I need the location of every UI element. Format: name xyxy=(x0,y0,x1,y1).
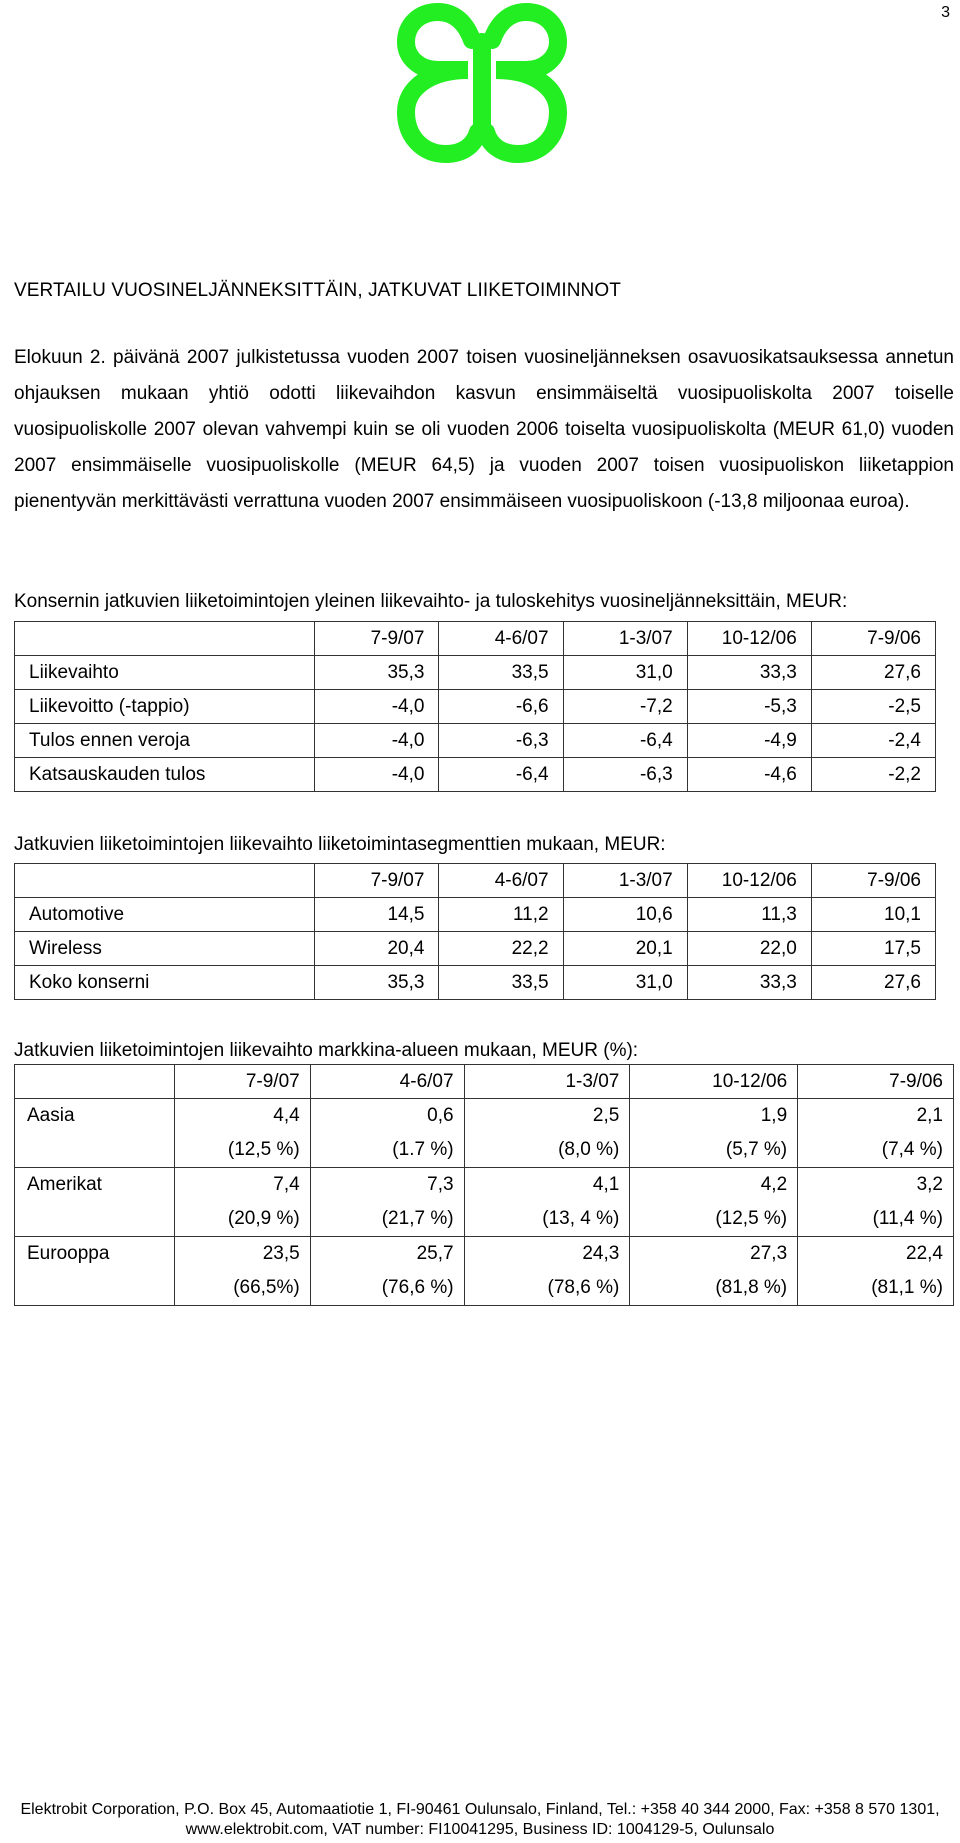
value-cell: 20,1 xyxy=(563,932,687,966)
footer-line-1: Elektrobit Corporation, P.O. Box 45, Automaatiotie 1, FI-90461 Oulunsalo, Finland, Tel.: +358 40 344 2000, Fax: +358 8 570 1301, xyxy=(20,1801,940,1818)
value-cell: -6,4 xyxy=(563,724,687,758)
value-cell: 14,5 xyxy=(315,898,439,932)
row-label: Liikevaihto xyxy=(15,656,315,690)
header-cell: 7-9/07 xyxy=(174,1065,310,1099)
share: (66,5%) xyxy=(233,1277,300,1298)
segment-revenue-table xyxy=(14,863,936,1000)
value-cell: 35,3 xyxy=(315,966,439,1000)
row-label: Aasia xyxy=(27,1105,75,1126)
share: (5,7 %) xyxy=(725,1139,788,1160)
value-cell: 27,6 xyxy=(811,966,935,1000)
value: 22,4 xyxy=(906,1243,943,1264)
value: 25,7 xyxy=(416,1243,454,1264)
value-cell: 27,6 xyxy=(811,656,935,690)
value: 2,5 xyxy=(592,1105,620,1126)
value: 4,2 xyxy=(760,1174,788,1195)
value-cell xyxy=(798,1168,954,1237)
eb-logo xyxy=(394,2,570,166)
value-cell xyxy=(310,1099,464,1168)
value-cell: -7,2 xyxy=(563,690,687,724)
share: (13, 4 %) xyxy=(542,1208,620,1229)
table-row xyxy=(15,1099,954,1168)
value-cell: 33,3 xyxy=(687,966,811,1000)
quarterly-results-table xyxy=(14,621,936,792)
value-cell xyxy=(630,1099,798,1168)
value-cell xyxy=(174,1237,310,1306)
value-cell xyxy=(310,1237,464,1306)
row-label: Katsauskauden tulos xyxy=(15,758,315,792)
value: 24,3 xyxy=(582,1243,620,1264)
value-cell: -6,4 xyxy=(439,758,563,792)
value-cell: 22,2 xyxy=(439,932,563,966)
value-cell: 33,5 xyxy=(439,656,563,690)
table-header-row xyxy=(15,864,936,898)
value-cell xyxy=(174,1168,310,1237)
value-cell: -2,4 xyxy=(811,724,935,758)
value: 1,9 xyxy=(760,1105,788,1126)
value-cell: 33,3 xyxy=(687,656,811,690)
value-cell: 31,0 xyxy=(563,656,687,690)
value-cell: -4,0 xyxy=(315,690,439,724)
row-label: Koko konserni xyxy=(15,966,315,1000)
value-cell: 35,3 xyxy=(315,656,439,690)
value-cell: 11,2 xyxy=(439,898,563,932)
table-row xyxy=(15,932,936,966)
value-cell: 31,0 xyxy=(563,966,687,1000)
value: 2,1 xyxy=(916,1105,943,1126)
value-cell: -4,0 xyxy=(315,724,439,758)
header-cell: 7-9/06 xyxy=(811,864,935,898)
share: (12,5 %) xyxy=(227,1139,300,1160)
row-label: Liikevoitto (-tappio) xyxy=(15,690,315,724)
value: 7,4 xyxy=(273,1174,300,1195)
value-cell xyxy=(798,1099,954,1168)
table-header-row xyxy=(15,622,936,656)
table-row xyxy=(15,1168,954,1237)
header-cell: 7-9/07 xyxy=(315,622,439,656)
table-row xyxy=(15,898,936,932)
value-cell: -6,3 xyxy=(439,724,563,758)
value-cell: 11,3 xyxy=(687,898,811,932)
page-number: 3 xyxy=(941,4,950,21)
share: (11,4 %) xyxy=(872,1208,943,1229)
share: (7,4 %) xyxy=(881,1139,943,1160)
value-cell xyxy=(464,1099,630,1168)
value-cell xyxy=(464,1237,630,1306)
row-label-cell xyxy=(15,1237,175,1306)
value-cell xyxy=(464,1168,630,1237)
value-cell: 22,0 xyxy=(687,932,811,966)
header-cell: 1-3/07 xyxy=(563,864,687,898)
value-cell xyxy=(174,1099,310,1168)
value-cell xyxy=(630,1237,798,1306)
row-label: Wireless xyxy=(15,932,315,966)
share: (78,6 %) xyxy=(547,1277,620,1298)
value: 4,4 xyxy=(273,1105,300,1126)
share: (8,0 %) xyxy=(558,1139,620,1160)
header-cell: 7-9/07 xyxy=(315,864,439,898)
value-cell: -4,0 xyxy=(315,758,439,792)
value: 0,6 xyxy=(427,1105,454,1126)
table-row xyxy=(15,656,936,690)
share: (76,6 %) xyxy=(381,1277,454,1298)
value-cell xyxy=(798,1237,954,1306)
row-label: Tulos ennen veroja xyxy=(15,724,315,758)
value-cell: 10,1 xyxy=(811,898,935,932)
header-cell xyxy=(15,622,315,656)
value: 23,5 xyxy=(262,1243,300,1264)
share: (12,5 %) xyxy=(715,1208,788,1229)
header-cell: 4-6/07 xyxy=(439,622,563,656)
header-cell: 10-12/06 xyxy=(630,1065,798,1099)
share: (20,9 %) xyxy=(227,1208,300,1229)
value-cell: -6,3 xyxy=(563,758,687,792)
value: 27,3 xyxy=(750,1243,788,1264)
value: 4,1 xyxy=(592,1174,620,1195)
table-header-row xyxy=(15,1065,954,1099)
table3-title: Jatkuvien liiketoimintojen liikevaihto markkina-alueen mukaan, MEUR (%): xyxy=(14,1040,639,1061)
table-row xyxy=(15,690,936,724)
table-row xyxy=(15,758,936,792)
value: 3,2 xyxy=(916,1174,943,1195)
value-cell: 20,4 xyxy=(315,932,439,966)
footer-line-2: www.elektrobit.com, VAT number: FI10041295, Business ID: 1004129-5, Oulunsalo xyxy=(185,1821,775,1838)
value-cell: -5,3 xyxy=(687,690,811,724)
row-label-cell xyxy=(15,1099,175,1168)
section-heading: VERTAILU VUOSINELJÄNNEKSITTÄIN, JATKUVAT LIIKETOIMINNOT xyxy=(14,280,621,301)
table-row xyxy=(15,724,936,758)
value-cell: -2,5 xyxy=(811,690,935,724)
header-cell: 4-6/07 xyxy=(310,1065,464,1099)
value-cell xyxy=(630,1168,798,1237)
value-cell: -6,6 xyxy=(439,690,563,724)
header-cell: 10-12/06 xyxy=(687,622,811,656)
table-row xyxy=(15,966,936,1000)
table2-title: Jatkuvien liiketoimintojen liikevaihto liiketoimintasegmenttien mukaan, MEUR: xyxy=(14,834,666,855)
table1-title: Konsernin jatkuvien liiketoimintojen yleinen liikevaihto- ja tuloskehitys vuosineljänneksittäin, MEUR: xyxy=(14,591,848,612)
share: (1.7 %) xyxy=(392,1139,454,1160)
header-cell xyxy=(15,864,315,898)
value-cell: -4,9 xyxy=(687,724,811,758)
header-cell: 1-3/07 xyxy=(563,622,687,656)
share: (81,1 %) xyxy=(871,1277,943,1298)
market-area-revenue-table xyxy=(14,1064,954,1306)
value-cell: 33,5 xyxy=(439,966,563,1000)
value-cell xyxy=(310,1168,464,1237)
value-cell: 10,6 xyxy=(563,898,687,932)
page-footer xyxy=(0,1800,960,1840)
row-label: Automotive xyxy=(15,898,315,932)
value-cell: -2,2 xyxy=(811,758,935,792)
value-cell: -4,6 xyxy=(687,758,811,792)
table-row xyxy=(15,1237,954,1306)
row-label-cell xyxy=(15,1168,175,1237)
share: (81,8 %) xyxy=(715,1277,788,1298)
header-cell: 10-12/06 xyxy=(687,864,811,898)
header-cell: 7-9/06 xyxy=(811,622,935,656)
value-cell: 17,5 xyxy=(811,932,935,966)
header-cell: 4-6/07 xyxy=(439,864,563,898)
header-cell: 1-3/07 xyxy=(464,1065,630,1099)
row-label: Eurooppa xyxy=(27,1243,110,1264)
header-cell: 7-9/06 xyxy=(798,1065,954,1099)
value: 7,3 xyxy=(427,1174,454,1195)
row-label: Amerikat xyxy=(27,1174,102,1195)
header-cell xyxy=(15,1065,175,1099)
share: (21,7 %) xyxy=(381,1208,454,1229)
intro-paragraph: Elokuun 2. päivänä 2007 julkistetussa vuoden 2007 toisen vuosineljänneksen osavuosikatsauksessa annetun ohjauksen mukaan yhtiö odotti liikevaihdon kasvun ensimmäiseltä vuosipuoliskolta 2007 toiselle vuosipuoliskolle 2007 olevan vahvempi kuin se oli vuoden 2006 toiselta vuosipuoliskolta (MEUR 61,0) vuoden 2007 ensimmäiselle vuosipuoliskolle (MEUR 64,5) ja vuoden 2007 toisen vuosipuoliskon liiketappion pienentyvän merkittävästi verrattuna vuoden 2007 ensimmäiseen vuosipuoliskoon (-13,8 miljoonaa euroa). xyxy=(14,347,954,512)
